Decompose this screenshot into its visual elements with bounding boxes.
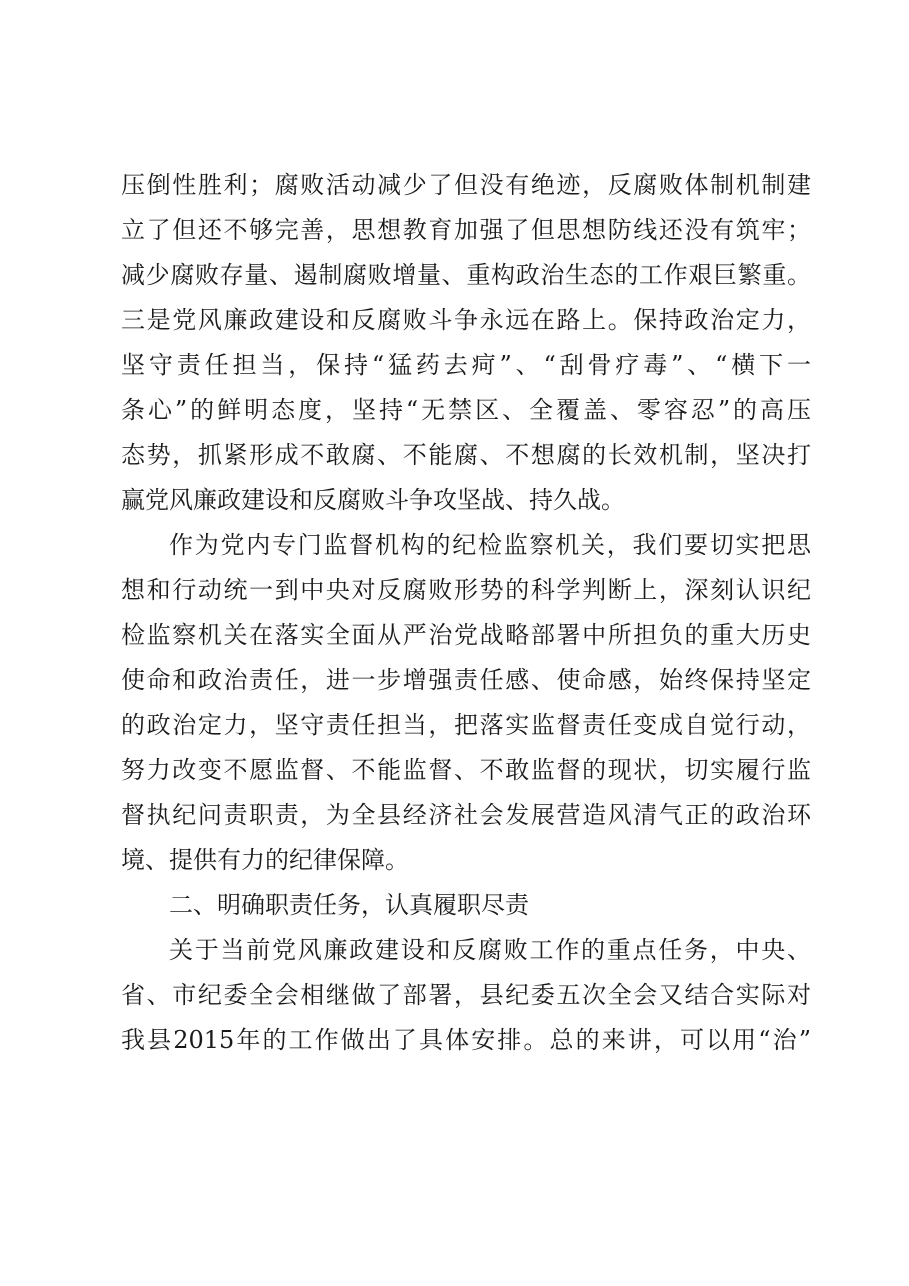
document-body — [121, 163, 811, 1063]
text-line: 立了但还不够完善，思想教育加强了但思想防线还没有筑牢； — [121, 216, 811, 244]
paragraph-first-line: 关于当前党风廉政建设和反腐败工作的重点任务，中央、 — [169, 936, 811, 964]
text-line: 境、提供有力的纪律保障。 — [121, 846, 409, 874]
text-line: 想和行动统一到中央对反腐败形势的科学判断上，深刻认识纪 — [121, 576, 811, 604]
text-line: 我县2015年的工作做出了具体安排。总的来讲，可以用“治” — [121, 1026, 811, 1054]
text-line: 三是党风廉政建设和反腐败斗争永远在路上。保持政治定力， — [121, 306, 811, 334]
text-line: 压倒性胜利；腐败活动减少了但没有绝迹，反腐败体制机制建 — [121, 171, 811, 199]
section-heading: 二、明确职责任务，认真履职尽责 — [169, 891, 529, 919]
text-line: 督执纪问责职责，为全县经济社会发展营造风清气正的政治环 — [121, 801, 811, 829]
text-line: 省、市纪委全会相继做了部署，县纪委五次全会又结合实际对 — [121, 981, 811, 1009]
text-line: 态势，抓紧形成不敢腐、不能腐、不想腐的长效机制，坚决打 — [121, 441, 811, 469]
text-line: 坚守责任担当，保持“猛药去疴”、“刮骨疗毒”、“横下一 — [121, 351, 811, 379]
text-line: 检监察机关在落实全面从严治党战略部署中所担负的重大历史 — [121, 621, 811, 649]
text-line: 条心”的鲜明态度，坚持“无禁区、全覆盖、零容忍”的高压 — [121, 396, 811, 424]
text-line: 努力改变不愿监督、不能监督、不敢监督的现状，切实履行监 — [121, 756, 811, 784]
text-line: 的政治定力，坚守责任担当，把落实监督责任变成自觉行动， — [121, 711, 811, 739]
text-line: 减少腐败存量、遏制腐败增量、重构政治生态的工作艰巨繁重。 — [121, 261, 811, 289]
text-line: 使命和政治责任，进一步增强责任感、使命感，始终保持坚定 — [121, 666, 811, 694]
text-line: 赢党风廉政建设和反腐败斗争攻坚战、持久战。 — [121, 486, 625, 514]
paragraph-first-line: 作为党内专门监督机构的纪检监察机关，我们要切实把思 — [169, 531, 811, 559]
